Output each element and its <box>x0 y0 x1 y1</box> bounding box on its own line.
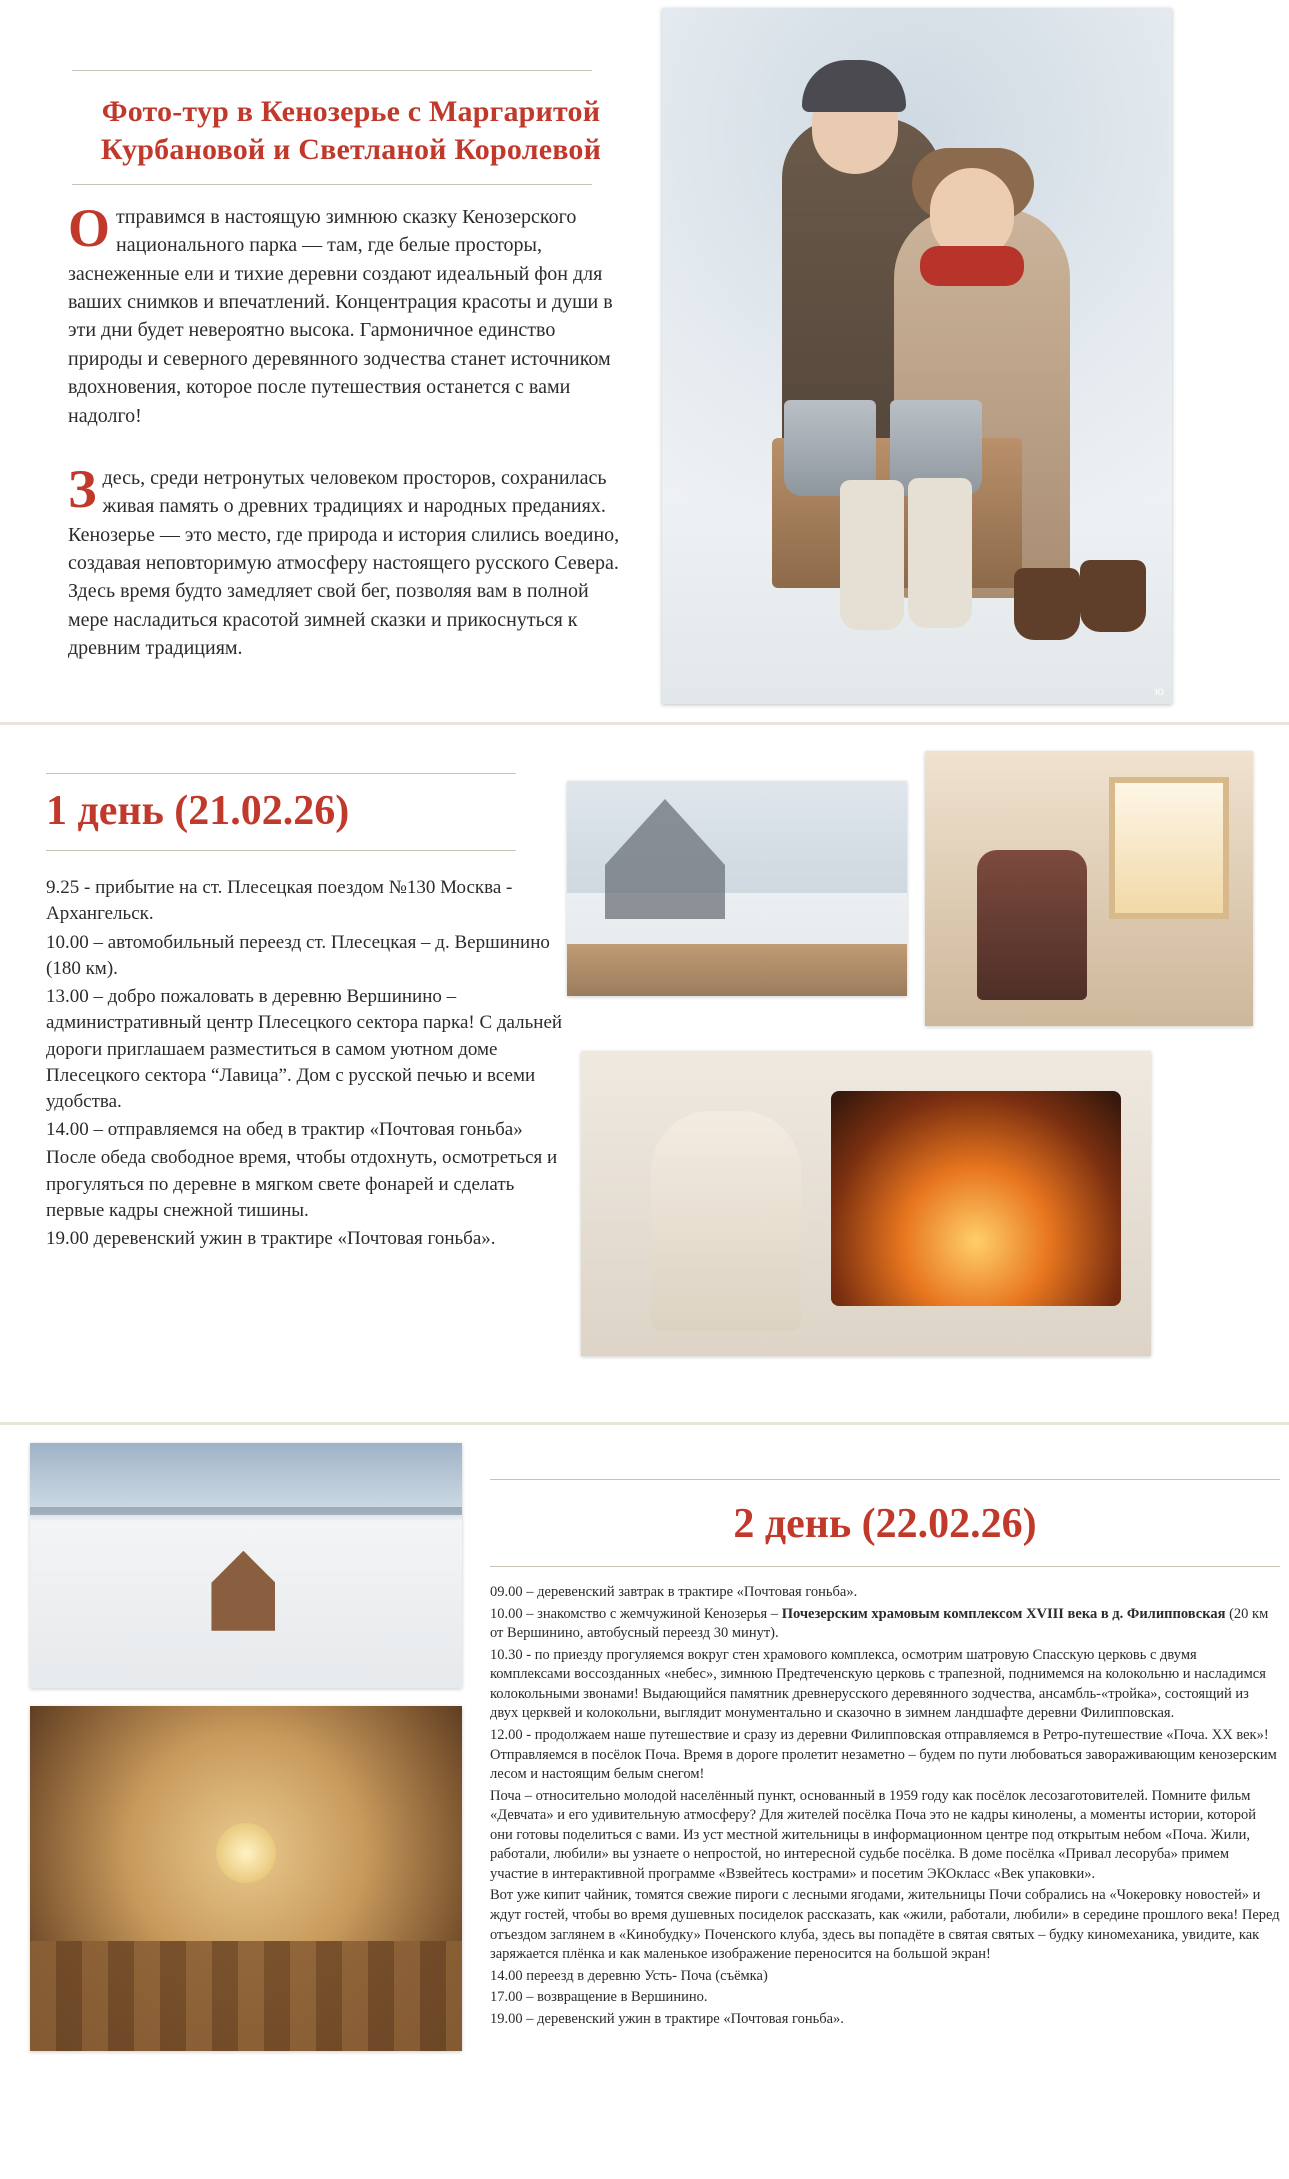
divider-day1-top <box>46 773 516 774</box>
schedule-item: 10.00 – автомобильный переезд ст. Плесецкая – д. Вершинино (180 км). <box>46 931 550 979</box>
figure-boy-hat <box>802 60 906 112</box>
day2-paragraph: 14.00 переезд в деревню Усть- Поча (съёмка) <box>490 1967 768 1984</box>
church-bridge-photo <box>567 781 907 996</box>
leather-boot <box>1080 560 1146 632</box>
hero-photo <box>662 8 1172 704</box>
divider-day2-top <box>490 1479 1280 1480</box>
intro-text-column <box>22 0 662 704</box>
day2-paragraph: 09.00 – деревенский завтрак в трактире «Почтовая гоньба». <box>490 1584 858 1600</box>
day2-body <box>490 1583 1280 2029</box>
day2-paragraph: 19.00 – деревенский ужин в трактире «Почтовая гоньба». <box>490 2010 844 2027</box>
day2-title: 2 день (22.02.26) <box>733 1501 1037 1547</box>
felt-boot <box>840 480 904 630</box>
church-interior-photo-art <box>30 1706 462 2051</box>
window-interior-photo-art <box>925 751 1253 1026</box>
intro-paragraph-1-text: тправимся в настоящую зимнюю сказку Кенозерского национального парка — там, где белые просторы, заснеженные ели и тихие деревни создают идеальный фон для ваших снимков и впечатлений. Концентрация красоты и души в эти дни будет невероятно высока. Гармоничное единство природы и северного деревянного зодчества станет источником вдохновения, которое после путешествия останется с вами надолго! <box>68 205 613 427</box>
intro-paragraph-2 <box>68 458 634 663</box>
day2-section <box>0 1425 1289 2081</box>
page-title: Фото-тур в Кенозерье с Маргаритой Курбановой и Светланой Королевой <box>100 95 602 167</box>
divider-day2-bottom <box>490 1566 1280 1567</box>
day1-photo-column <box>567 751 1267 1254</box>
day1-title: 1 день (21.02.26) <box>46 788 350 834</box>
hero-photo-art <box>662 8 1172 704</box>
schedule-item: 14.00 – отправляемся на обед в трактир «Почтовая гоньба» <box>46 1119 523 1141</box>
day2-paragraph: 17.00 – возвращение в Вершинино. <box>490 1989 708 2006</box>
divider-title <box>72 184 592 185</box>
day2-paragraph: Поча – относительно молодой населённый пункт, основанный в 1959 году как посёлок лесозаготовителей. Помните фильм «Девчата» и его удивительную атмосферу? Для жителей посёлка Поча это не кадры кинолены, а моменты истории, которой они готовы поделиться с вами. Из уст местной жительницы в информационном центре под открытым небом «Поча. Жили, работали, любили» вы узнаете о непростой, но интересной судьбе посёлка. В доме посёлка «Привал лесоруба» примем участие в интерактивной программе «Взвейтесь кострами» и посетим ЭКОкласс «Век упаковки». <box>490 1787 1257 1882</box>
day2-paragraph: 12.00 - продолжаем наше путешествие и сразу из деревни Филипповская отправляемся в Ретро-путешествие «Поча. XX век»! Отправляемся в посёлок Поча. Время в дороге пролетит незаметно – будем по пути любоваться завораживающим кенозерским лесом и настоящим белым снегом! <box>490 1726 1277 1783</box>
intro-paragraph-2-text: десь, среди нетронутых человеком просторов, сохранилась живая память о древних традициях и народных преданиях. Кенозерье — это место, где природа и история слились воедино, создавая неповторимую атмосферу настоящего русского Севера. Здесь время будто замедляет свой бег, позволяя вам в полной мере насладиться красотой зимней сказки и прикоснуться к древним традициям. <box>68 466 620 660</box>
fireplace-photo-art <box>581 1051 1151 1356</box>
aerial-village-photo <box>30 1443 462 1688</box>
divider-day1-bottom <box>46 850 516 851</box>
day2-paragraph: 10.30 - по приезду прогуляемся вокруг стен храмового комплекса, осмотрим шатровую Спасскую церковь с двумя комплексами воссозданных «небес», зимнюю Предтеченскую церковь с трапезной, поднимемся на колокольню и насладимся колокольными звонами! Выдающийся памятник древнерусского деревянного зодчества, ансамбль-«тройка», состоящий из двух церквей и колокольни, выглядит монументально и сказочно в зимнем ландшафте деревни Филипповская. <box>490 1646 1266 1722</box>
aerial-village-photo-art <box>30 1443 462 1688</box>
divider-top <box>72 70 592 71</box>
day2-photo-column <box>22 1443 462 2051</box>
church-bridge-photo-art <box>567 781 907 996</box>
church-interior-photo <box>30 1706 462 2051</box>
schedule-item: 9.25 - прибытие на ст. Плесецкая поездом №130 Москва - Архангельск. <box>46 877 513 925</box>
intro-paragraph-1 <box>68 197 634 430</box>
day1-section <box>0 725 1289 1425</box>
day2-paragraph: Вот уже кипит чайник, томятся свежие пироги с лесными ягодами, жительницы Почи собрались на «Чокеровку новостей» и ждут гостей, чтобы во время душевных посиделок рассказать, как «жили, работали, любили» в середине прошлого века! Перед отъездом заглянем в «Кинобудку» Поченского клуба, здесь вы попадёте в святая святых – будку киномеханика, увидите, как заряжается плёнка и как маленькое изображение переносится на большой экран! <box>490 1887 1280 1963</box>
schedule-item: 19.00 деревенский ужин в трактире «Почтовая гоньба». <box>46 1228 496 1250</box>
schedule-item: 13.00 – добро пожаловать в деревню Вершинино – административный центр Плесецкого сектора парка! С дальней дороги приглашаем разместиться в самом уютном доме Плесецкого сектора “Лавица”. Дом с русской печью и всеми удобства. <box>46 986 563 1112</box>
day2-text-column <box>462 1443 1289 2051</box>
fireplace-photo <box>581 1051 1151 1356</box>
leather-boot <box>1014 568 1080 640</box>
red-scarf <box>920 246 1024 286</box>
photo-caption: ю <box>1155 684 1164 698</box>
dropcap-2: З <box>68 458 97 519</box>
schedule-item: После обеда свободное время, чтобы отдохнуть, осмотреться и прогуляться по деревне в мягком свете фонарей и сделать первые кадры снежной тишины. <box>46 1147 558 1221</box>
dropcap-1: О <box>68 197 111 258</box>
window-interior-photo <box>925 751 1253 1026</box>
day1-schedule <box>46 875 567 1252</box>
felt-boot <box>908 478 972 628</box>
intro-section <box>0 0 1289 725</box>
day2-paragraph: 10.00 – знакомство с жемчужиной Кенозерья – Почезерским храмовым комплексом XVIII века в д. Филипповская (20 км от Вершинино, автобусный переезд 30 минут). <box>490 1605 1269 1642</box>
day1-text-column <box>22 751 567 1254</box>
